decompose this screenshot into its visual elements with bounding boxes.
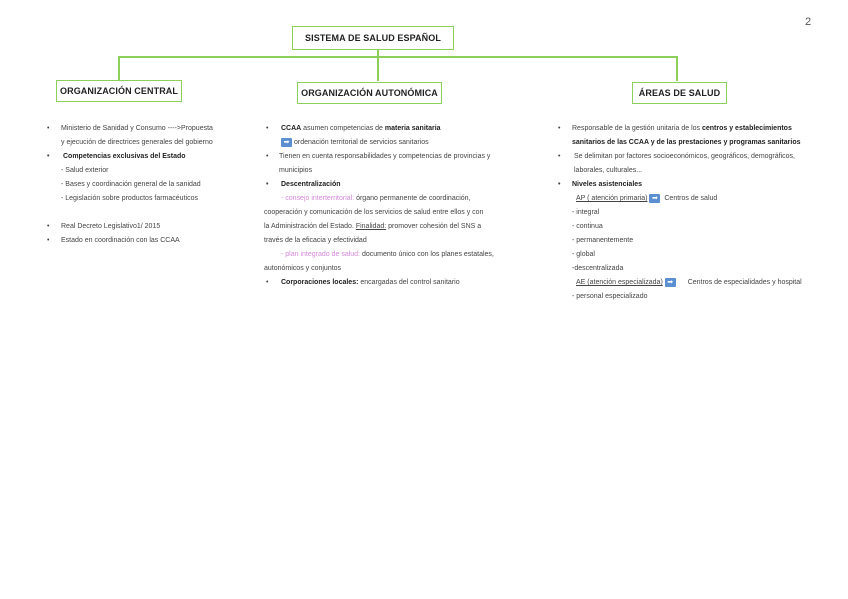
arrow-right-icon: ➡ [281, 138, 292, 147]
connector-right [676, 56, 678, 81]
list-item: • Se delimitan por factores socioeconómicos, geográficos, demográficos, [572, 150, 802, 164]
list-item: • Estado en coordinación con las CCAA [61, 234, 213, 248]
arrow-right-icon: ➡ [649, 194, 660, 203]
central-heading-box: ORGANIZACIÓN CENTRAL [56, 80, 182, 102]
list-item: • Descentralización [264, 178, 494, 192]
list-item: • Tienen en cuenta responsabilidades y competencias de provincias y [264, 150, 494, 164]
list-item: AP ( atención primaria) ➡ Centros de salud [576, 194, 718, 202]
list-item: • CCAA asumen competencias de materia sanitaria [264, 122, 494, 136]
list-item: - consejo interterritorial: órgano permanente de coordinación, [281, 195, 471, 202]
list-item: la Administración del Estado. Finalidad: promover cohesión del SNS a [264, 223, 482, 230]
list-item: • Corporaciones locales: encargadas del control sanitario [264, 276, 494, 290]
list-item: - Legislación sobre productos farmacéuticos [61, 195, 198, 202]
bullet-icon: • [47, 153, 50, 160]
list-item: - permanentemente [572, 237, 634, 244]
list-item: AE (atención especializada) ➡ Centros de especialidades y hospital [576, 278, 802, 286]
list-item: laborales, culturales... [574, 167, 643, 174]
connector-left [118, 56, 120, 81]
areas-heading-box: ÁREAS DE SALUD [632, 82, 727, 104]
list-item: y ejecución de directrices generales del gobierno [61, 139, 213, 146]
bullet-icon: • [47, 223, 50, 230]
list-item: • Real Decreto Legislativo1/ 2015 [61, 220, 213, 234]
bullet-icon: • [558, 125, 561, 132]
arrow-right-icon: ➡ [665, 278, 676, 287]
list-item: - Salud exterior [61, 167, 109, 174]
list-item: • Competencias exclusivas del Estado [63, 150, 215, 164]
bullet-icon: • [47, 237, 50, 244]
central-column [47, 122, 213, 248]
bullet-icon: • [558, 181, 561, 188]
areas-column [558, 122, 802, 304]
list-item: ➡ ordenación territorial de servicios sanitarios [264, 136, 494, 150]
list-item: través de la eficacia y efectividad [264, 237, 367, 244]
list-spacer [61, 206, 213, 220]
list-item: municipios [279, 167, 313, 174]
page-number: 2 [805, 16, 812, 28]
list-item: - integral [572, 209, 600, 216]
bullet-icon: • [266, 125, 269, 132]
title-box: SISTEMA DE SALUD ESPAÑOL [292, 26, 454, 50]
list-item: - personal especializado [572, 293, 648, 300]
list-item: • Responsable de la gestión unitaria de los centros y establecimientos [572, 122, 802, 136]
connector-middle [377, 56, 379, 81]
autonomica-heading-box: ORGANIZACIÓN AUTONÓMICA [297, 82, 442, 104]
autonomica-column [264, 122, 494, 290]
bullet-icon: • [266, 153, 269, 160]
list-item: - Bases y coordinación general de la sanidad [61, 181, 201, 188]
list-item: - continua [572, 223, 603, 230]
list-item: • Ministerio de Sanidad y Consumo ---->Propuesta [61, 122, 213, 136]
list-item: - global [572, 251, 595, 258]
bullet-icon: • [266, 181, 269, 188]
list-item: -descentralizada [572, 265, 624, 272]
bullet-icon: • [266, 279, 269, 286]
bullet-icon: • [47, 125, 50, 132]
list-item: autonómicos y conjuntos [264, 265, 342, 272]
list-item: sanitarios de las CCAA y de las prestaciones y programas sanitarios [572, 139, 801, 146]
bullet-icon: • [558, 153, 561, 160]
connector-horizontal [118, 56, 678, 58]
list-item: • Niveles asistenciales [572, 178, 802, 192]
list-item: - plan integrado de salud: documento único con los planes estatales, [281, 251, 494, 258]
list-item: cooperación y comunicación de los servicios de salud entre ellos y con [264, 209, 484, 216]
